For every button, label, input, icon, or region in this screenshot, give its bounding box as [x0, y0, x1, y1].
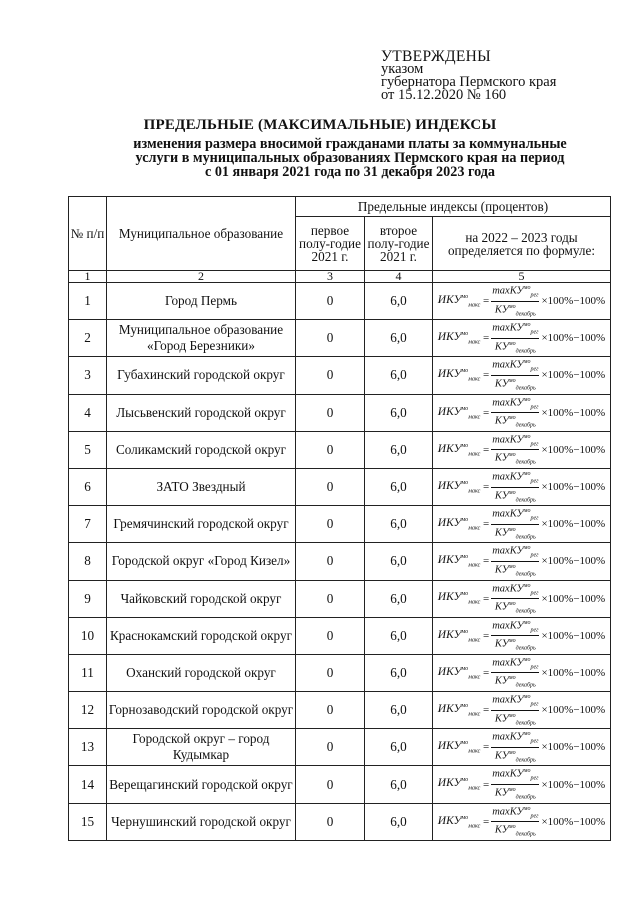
formula-tail: ×100%−100% [541, 369, 606, 382]
first-half-index: 0 [296, 283, 365, 320]
first-half-index: 0 [296, 468, 365, 505]
row-number: 6 [69, 468, 107, 505]
formula-lhs: $ИКУ^{мо}_{макс}$ [437, 442, 481, 457]
municipality-name: Губахинский городской округ [107, 357, 296, 394]
formula-tail: ×100%−100% [541, 332, 606, 345]
second-half-index: 6,0 [365, 543, 433, 580]
second-half-index: 6,0 [365, 617, 433, 654]
first-half-index: 0 [296, 617, 365, 654]
formula-tail: ×100%−100% [541, 518, 606, 531]
municipality-name: Гремячинский городской округ [107, 506, 296, 543]
formula-fraction: $\frac{\max КУ^{мо}_{рег}}{КУ^{мо}_{декабрь}}$ [492, 694, 539, 727]
formula: $ИКУ^{мо}_{макс}$ = $\frac{\max КУ^{мо}_{рег}}{КУ^{мо}_{декабрь}}$ ×100%−100% [437, 396, 606, 429]
formula-lhs: $ИКУ^{мо}_{макс}$ [437, 331, 481, 346]
formula-tail: ×100%−100% [541, 741, 606, 754]
formula-fraction: $\frac{\max КУ^{мо}_{рег}}{КУ^{мо}_{декабрь}}$ [492, 396, 539, 429]
municipality-name: Муниципальное образование «Город Березники» [107, 320, 296, 357]
formula: $ИКУ^{мо}_{макс}$ = $\frac{\max КУ^{мо}_{рег}}{КУ^{мо}_{декабрь}}$ ×100%−100% [437, 805, 606, 838]
formula-cell [433, 766, 611, 803]
formula-tail: ×100%−100% [541, 555, 606, 568]
formula: $ИКУ^{мо}_{макс}$ = $\frac{\max КУ^{мо}_{рег}}{КУ^{мо}_{декабрь}}$ ×100%−100% [437, 508, 606, 541]
municipality-name: Соликамский городской округ [107, 431, 296, 468]
formula-fraction: $\frac{\max КУ^{мо}_{рег}}{КУ^{мо}_{декабрь}}$ [492, 359, 539, 392]
formula-lhs: $ИКУ^{мо}_{макс}$ [437, 591, 481, 606]
column-number: 3 [296, 271, 365, 283]
formula-lhs: $ИКУ^{мо}_{макс}$ [437, 293, 481, 309]
formula-lhs: $ИКУ^{мо}_{макс}$ [437, 814, 481, 829]
formula: $ИКУ^{мо}_{макс}$ = $\frac{\max КУ^{мо}_{рег}}{КУ^{мо}_{декабрь}}$ ×100%−100% [437, 694, 606, 727]
formula-cell [433, 394, 611, 431]
table-row [69, 320, 611, 357]
formula-fraction: $\frac{\max КУ^{мо}_{рег}}{КУ^{мо}_{декабрь}}$ [492, 768, 539, 801]
table-row [69, 617, 611, 654]
formula-fraction: $\frac{\max КУ^{мо}_{рег}}{КУ^{мо}_{декабрь}}$ [492, 656, 539, 690]
municipality-name: ЗАТО Звездный [107, 468, 296, 505]
second-half-index: 6,0 [365, 394, 433, 431]
formula-fraction: $\frac{\max КУ^{мо}_{рег}}{КУ^{мо}_{декабрь}}$ [492, 582, 539, 615]
formula-cell [433, 468, 611, 505]
formula-cell [433, 283, 611, 320]
row-number: 1 [69, 283, 107, 320]
formula: $ИКУ^{мо}_{макс}$ = $\frac{\max КУ^{мо}_{рег}}{КУ^{мо}_{декабрь}}$ ×100%−100% [437, 322, 606, 355]
formula-cell [433, 617, 611, 654]
first-half-index: 0 [296, 654, 365, 691]
formula-tail: ×100%−100% [541, 666, 606, 679]
first-half-index: 0 [296, 506, 365, 543]
first-half-index: 0 [296, 543, 365, 580]
column-number: 1 [69, 271, 107, 283]
table-row [69, 803, 611, 840]
formula-cell [433, 506, 611, 543]
formula-lhs: $ИКУ^{мо}_{макс}$ [437, 368, 481, 383]
formula-tail: ×100%−100% [541, 704, 606, 717]
formula-lhs: $ИКУ^{мо}_{макс}$ [437, 405, 481, 420]
formula-tail: ×100%−100% [541, 778, 606, 791]
formula-tail: ×100%−100% [541, 481, 606, 494]
first-half-index: 0 [296, 580, 365, 617]
second-half-index: 6,0 [365, 580, 433, 617]
municipality-name: Город Пермь [107, 283, 296, 320]
formula-fraction: $\frac{\max КУ^{мо}_{рег}}{КУ^{мо}_{декабрь}}$ [492, 470, 539, 504]
row-number: 7 [69, 506, 107, 543]
table-row [69, 283, 611, 320]
column-number: 5 [433, 271, 611, 283]
row-number: 5 [69, 431, 107, 468]
first-half-index: 0 [296, 729, 365, 766]
formula: $ИКУ^{мо}_{макс}$ = $\frac{\max КУ^{мо}_{рег}}{КУ^{мо}_{декабрь}}$ ×100%−100% [437, 359, 606, 392]
formula-cell [433, 580, 611, 617]
formula-lhs: $ИКУ^{мо}_{макс}$ [437, 665, 481, 681]
formula-tail: ×100%−100% [541, 295, 606, 308]
row-number: 9 [69, 580, 107, 617]
second-half-index: 6,0 [365, 431, 433, 468]
row-number: 8 [69, 543, 107, 580]
table-row [69, 729, 611, 766]
header-num: № п/п [69, 197, 107, 271]
formula-lhs: $ИКУ^{мо}_{макс}$ [437, 703, 481, 718]
formula-cell [433, 803, 611, 840]
second-half-index: 6,0 [365, 468, 433, 505]
row-number: 13 [69, 729, 107, 766]
row-number: 12 [69, 692, 107, 729]
row-number: 15 [69, 803, 107, 840]
formula-cell [433, 729, 611, 766]
formula-fraction: $\frac{\max КУ^{мо}_{рег}}{КУ^{мо}_{декабрь}}$ [492, 805, 539, 838]
row-number: 3 [69, 357, 107, 394]
table-row [69, 506, 611, 543]
formula-fraction: $\frac{\max КУ^{мо}_{рег}}{КУ^{мо}_{декабрь}}$ [492, 322, 539, 355]
second-half-index: 6,0 [365, 283, 433, 320]
table-row [69, 766, 611, 803]
formula-cell [433, 654, 611, 691]
formula: $ИКУ^{мо}_{макс}$ = $\frac{\max КУ^{мо}_{рег}}{КУ^{мо}_{декабрь}}$ ×100%−100% [437, 731, 606, 764]
indices-table [68, 196, 611, 841]
document-subtitle [60, 137, 640, 179]
municipality-name: Чернушинский городской округ [107, 803, 296, 840]
approval-line-2: указом [381, 61, 424, 77]
row-number: 11 [69, 654, 107, 691]
subtitle-line-1: изменения размера вносимой гражданами платы за коммунальные [133, 136, 567, 152]
municipality-name: Лысьвенский городской округ [107, 394, 296, 431]
municipality-name: Городской округ – город Кудымкар [107, 729, 296, 766]
first-half-index: 0 [296, 394, 365, 431]
table-row [69, 357, 611, 394]
row-number: 4 [69, 394, 107, 431]
formula: $ИКУ^{мо}_{макс}$ = $\frac{\max КУ^{мо}_{рег}}{КУ^{мо}_{декабрь}}$ ×100%−100% [437, 768, 606, 801]
formula-tail: ×100%−100% [541, 592, 606, 605]
formula-cell [433, 357, 611, 394]
first-half-index: 0 [296, 766, 365, 803]
header-first-half: первое полу-годие 2021 г. [296, 217, 365, 271]
municipality-name: Чайковский городской округ [107, 580, 296, 617]
formula-tail: ×100%−100% [541, 815, 606, 828]
formula-cell [433, 431, 611, 468]
column-number-row [69, 271, 611, 283]
second-half-index: 6,0 [365, 692, 433, 729]
second-half-index: 6,0 [365, 766, 433, 803]
row-number: 10 [69, 617, 107, 654]
first-half-index: 0 [296, 357, 365, 394]
formula-lhs: $ИКУ^{мо}_{макс}$ [437, 740, 481, 755]
formula-fraction: $\frac{\max КУ^{мо}_{рег}}{КУ^{мо}_{декабрь}}$ [492, 545, 539, 578]
first-half-index: 0 [296, 692, 365, 729]
formula-fraction: $\frac{\max КУ^{мо}_{рег}}{КУ^{мо}_{декабрь}}$ [492, 731, 539, 764]
approval-line-1: УТВЕРЖДЕНЫ [381, 48, 491, 65]
second-half-index: 6,0 [365, 506, 433, 543]
table-row [69, 692, 611, 729]
formula-fraction: $\frac{\max КУ^{мо}_{рег}}{КУ^{мо}_{декабрь}}$ [492, 508, 539, 541]
municipality-name: Краснокамский городской округ [107, 617, 296, 654]
formula: $ИКУ^{мо}_{макс}$ = $\frac{\max КУ^{мо}_{рег}}{КУ^{мо}_{декабрь}}$ ×100%−100% [437, 433, 606, 466]
second-half-index: 6,0 [365, 803, 433, 840]
formula: $ИКУ^{мо}_{макс}$ = $\frac{\max КУ^{мо}_{рег}}{КУ^{мо}_{декабрь}}$ ×100%−100% [437, 619, 606, 652]
formula: $ИКУ^{мо}_{макс}$ = $\frac{\max КУ^{мо}_{рег}}{КУ^{мо}_{декабрь}}$ ×100%−100% [437, 582, 606, 615]
header-municipality: Муниципальное образование [107, 197, 296, 271]
formula-lhs: $ИКУ^{мо}_{макс}$ [437, 517, 481, 532]
formula-cell [433, 543, 611, 580]
municipality-name: Горнозаводский городской округ [107, 692, 296, 729]
formula: $ИКУ^{мо}_{макс}$ = $\frac{\max КУ^{мо}_{рег}}{КУ^{мо}_{декабрь}}$ ×100%−100% [437, 656, 606, 690]
second-half-index: 6,0 [365, 654, 433, 691]
column-number: 2 [107, 271, 296, 283]
first-half-index: 0 [296, 320, 365, 357]
second-half-index: 6,0 [365, 357, 433, 394]
formula-tail: ×100%−100% [541, 629, 606, 642]
table-row [69, 468, 611, 505]
formula-cell [433, 692, 611, 729]
formula-lhs: $ИКУ^{мо}_{макс}$ [437, 628, 481, 643]
approval-line-3: губернатора Пермского края [381, 74, 557, 90]
formula-fraction: $\frac{\max КУ^{мо}_{рег}}{КУ^{мо}_{декабрь}}$ [492, 619, 539, 652]
formula-lhs: $ИКУ^{мо}_{макс}$ [437, 554, 481, 569]
approval-line-4: от 15.12.2020 № 160 [381, 87, 507, 103]
formula-tail: ×100%−100% [541, 406, 606, 419]
document-title: ПРЕДЕЛЬНЫЕ (МАКСИМАЛЬНЫЕ) ИНДЕКСЫ [143, 117, 497, 133]
row-number: 2 [69, 320, 107, 357]
row-number: 14 [69, 766, 107, 803]
header-formula-col: на 2022 – 2023 годы определяется по формуле: [433, 217, 611, 271]
table-row [69, 394, 611, 431]
municipality-name: Городской округ «Город Кизел» [107, 543, 296, 580]
formula-tail: ×100%−100% [541, 443, 606, 456]
table-row [69, 543, 611, 580]
table-row [69, 431, 611, 468]
formula-fraction: $\frac{\max КУ^{мо}_{рег}}{КУ^{мо}_{декабрь}}$ [492, 285, 539, 318]
first-half-index: 0 [296, 431, 365, 468]
column-number: 4 [365, 271, 433, 283]
second-half-index: 6,0 [365, 320, 433, 357]
municipality-name: Верещагинский городской округ [107, 766, 296, 803]
approval-stamp [381, 50, 556, 102]
formula-lhs: $ИКУ^{мо}_{макс}$ [437, 479, 481, 495]
formula: $ИКУ^{мо}_{макс}$ = $\frac{\max КУ^{мо}_{рег}}{КУ^{мо}_{декабрь}}$ ×100%−100% [437, 285, 606, 318]
first-half-index: 0 [296, 803, 365, 840]
formula-lhs: $ИКУ^{мо}_{макс}$ [437, 777, 481, 792]
subtitle-line-2: услуги в муниципальных образованиях Пермского края на период [135, 150, 565, 166]
formula-cell [433, 320, 611, 357]
second-half-index: 6,0 [365, 729, 433, 766]
table-row [69, 654, 611, 691]
formula: $ИКУ^{мо}_{макс}$ = $\frac{\max КУ^{мо}_{рег}}{КУ^{мо}_{декабрь}}$ ×100%−100% [437, 470, 606, 504]
formula-fraction: $\frac{\max КУ^{мо}_{рег}}{КУ^{мо}_{декабрь}}$ [492, 433, 539, 466]
header-second-half: второе полу-годие 2021 г. [365, 217, 433, 271]
table-row [69, 580, 611, 617]
municipality-name: Оханский городской округ [107, 654, 296, 691]
subtitle-line-3: с 01 января 2021 года по 31 декабря 2023 года [204, 164, 496, 180]
header-limit-indices: Предельные индексы (процентов) [296, 197, 611, 217]
formula: $ИКУ^{мо}_{макс}$ = $\frac{\max КУ^{мо}_{рег}}{КУ^{мо}_{декабрь}}$ ×100%−100% [437, 545, 606, 578]
